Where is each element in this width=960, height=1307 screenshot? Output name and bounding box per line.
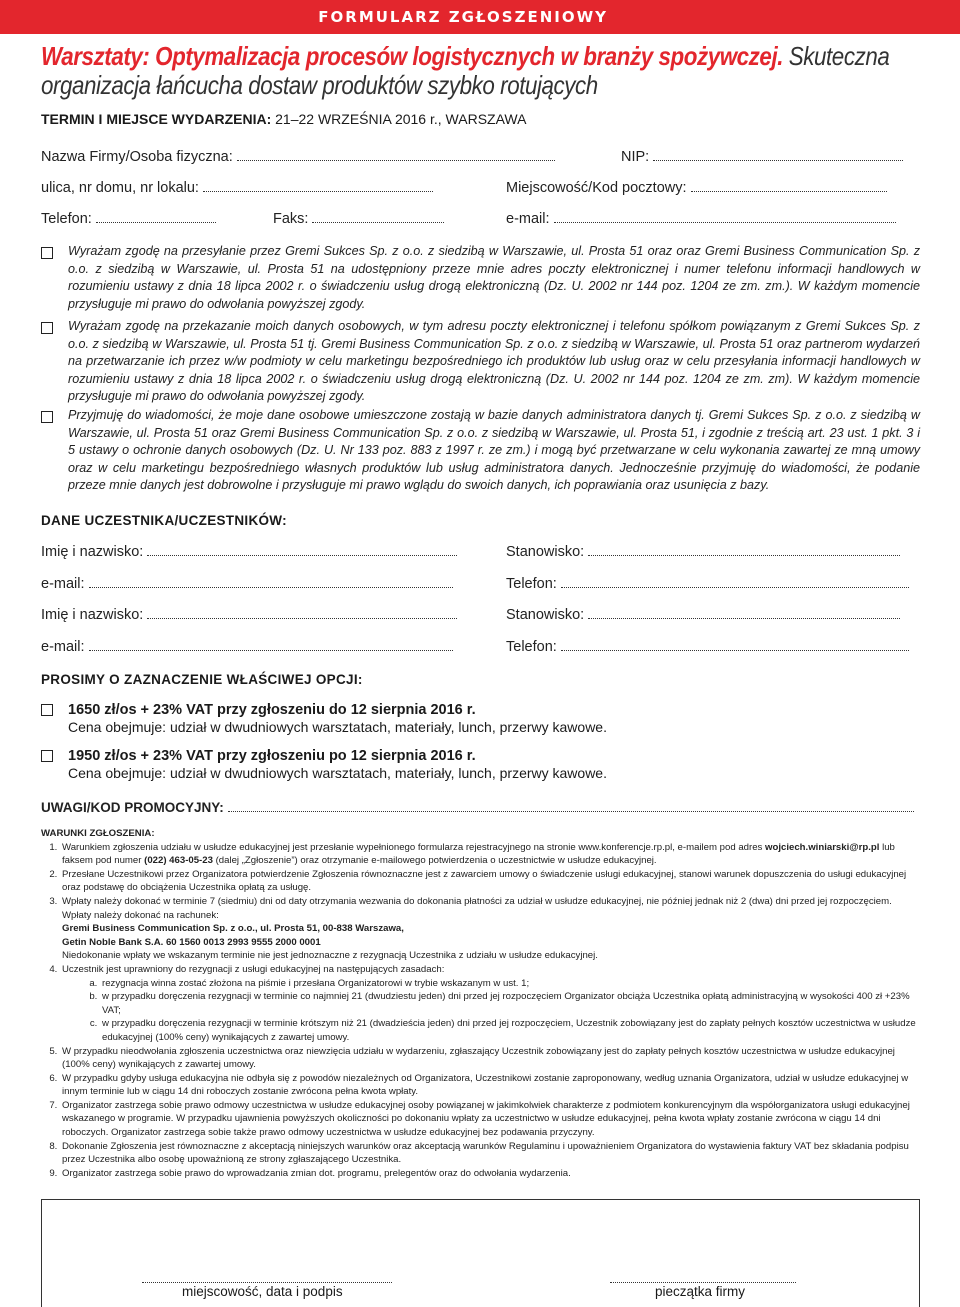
remarks-label: UWAGI/KOD PROMOCYJNY: bbox=[41, 800, 224, 815]
phone-label: Telefon: bbox=[41, 211, 92, 227]
consent-3-checkbox[interactable] bbox=[41, 411, 53, 423]
participant-email-label: e-mail: bbox=[41, 576, 85, 592]
city-field[interactable] bbox=[506, 179, 887, 196]
nip-input[interactable] bbox=[653, 148, 903, 161]
fax-label: Faks: bbox=[273, 211, 309, 227]
participant-2-name-field[interactable] bbox=[41, 606, 457, 623]
remarks-field[interactable] bbox=[41, 799, 914, 815]
condition-2: 2. Przesłane Uczestnikowi przez Organizatora potwierdzenie Zgłoszenia równoznaczne jest z zawarciem umowy o świadczenie usługi edukacyjnej, stanowi warunek dopuszczenia do usługi edukacyjnej oraz podstawę do obciążenia Uczestnika opłatą za usługę. bbox=[60, 868, 921, 895]
condition-1: 1. Warunkiem zgłoszenia udziału w usłudze edukacyjnej jest przesłanie wypełnionego formularza rejestracyjnego na stronie www.konferencje.rp.pl, e-mailem pod adres wojciech.winiarski@rp.pl lub faksem pod numer (022) 463-05-23 (dalej „Zgłoszenie”) oraz otrzymanie e-mailowego potwierdzenia o uczestnictwie w usłudze edukacyjnej. bbox=[60, 841, 921, 868]
conditions-heading: WARUNKI ZGŁOSZENIA: bbox=[41, 828, 155, 839]
contact-email[interactable]: wojciech.winiarski@rp.pl bbox=[765, 841, 880, 853]
conditions bbox=[41, 827, 921, 1180]
participant-2-phone-input[interactable] bbox=[561, 638, 909, 651]
participant-1-email-input[interactable] bbox=[89, 575, 453, 588]
participant-2-position-field[interactable] bbox=[506, 606, 900, 623]
participant-2-position-input[interactable] bbox=[588, 606, 900, 619]
street-label: ulica, nr domu, nr lokalu: bbox=[41, 180, 199, 196]
street-input[interactable] bbox=[203, 179, 433, 192]
participant-2-email-input[interactable] bbox=[89, 638, 453, 651]
event-title-main: Warsztaty: Optymalizacja procesów logistycznych w branży spożywczej. bbox=[41, 41, 784, 71]
event-title bbox=[41, 42, 918, 100]
signature-label: miejscowość, data i podpis bbox=[182, 1284, 343, 1299]
company-name-label: Nazwa Firmy/Osoba fizyczna: bbox=[41, 149, 233, 165]
option-1-desc: Cena obejmuje: udział w dwudniowych warsztatach, materiały, lunch, przerwy kawowe. bbox=[68, 719, 607, 735]
nip-field[interactable] bbox=[621, 148, 903, 165]
company-name-field[interactable] bbox=[41, 148, 555, 165]
participant-email-label: e-mail: bbox=[41, 639, 85, 655]
condition-7: 7. Organizator zastrzega sobie prawo odmowy uczestnictwa w usłudze edukacyjnej osoby powiązanej w jakimkolwiek charakterze z podmiotem konkurencyjnym dla współorganizatora usługi edukacyjnej wskazanego w programie. W przypadku ujawnienia powyższych okoliczności po dokonaniu wpłaty za uczestnictwo w usłudze edukacyjnej, pełna kwota wpłaty zostanie zwrócona w ciągu 14 dni roboczych. Organizator zastrzega sobie także prawo odmowy uczestnictwa w usłudze edukacyjnej bez podawania przyczyny. bbox=[60, 1099, 921, 1140]
condition-4b: b. w przypadku doręczenia rezygnacji w terminie co najmniej 21 (dwudziestu jeden) dni przed jej rozpoczęciem Organizator obciąża Uczestnika opłatą administracyjną w wysokości 400 zł +23% VAT; bbox=[100, 990, 921, 1017]
remarks-input[interactable] bbox=[228, 799, 914, 812]
condition-4: 4. Uczestnik jest uprawniony do rezygnacji z usługi edukacyjnej na następujących zasadach: a. rezygnacja winna zostać złożona na piśmie i przesłana Organizatorowi w trybie wskazanym w ust. 1; b. w przypadku doręczenia rezygnacji w terminie co najmniej 21 (dwudziestu jeden) dni przed jej rozpoczęciem Organizator obciąża Uczestnika opłatą administracyjną w wysokości 400 zł +23% VAT; c. w przypadku doręczenia rezygnacji w terminie krótszym niż 21 (dwadzieścia jeden) dni przed jej rozpoczęciem, Uczestnik zobowiązany jest do zapłaty pełnych kosztów uczestnictwa w usłudze edukacyjnej (100% ceny) wynikających z zawartej umowy. bbox=[60, 963, 921, 1045]
condition-5: 5. W przypadku nieodwołania zgłoszenia uczestnictwa oraz niewzięcia udziału w wydarzeniu, zgłaszający Uczestnik zobowiązany jest do zapłaty pełnych kosztów uczestnictwa w usłudze edukacyjnej (100% ceny) wynikających z zawartej umowy. bbox=[60, 1045, 921, 1072]
option-1 bbox=[68, 701, 607, 736]
options-heading: PROSIMY O ZAZNACZENIE WŁAŚCIWEJ OPCJI: bbox=[41, 672, 363, 687]
participant-name-label: Imię i nazwisko: bbox=[41, 607, 144, 623]
stamp-label: pieczątka firmy bbox=[655, 1284, 746, 1299]
condition-8: 8. Dokonanie Zgłoszenia jest równoznaczne z akceptacją niniejszych warunków oraz akceptacją warunków Regulaminu i upoważnieniem Organizatora do wystawienia faktury VAT bez składania podpisu przez Uczestnika albo osobę upoważnioną ze strony zgłaszającego Uczestnika. bbox=[60, 1140, 921, 1167]
option-1-checkbox[interactable] bbox=[41, 704, 53, 716]
email-field[interactable] bbox=[506, 210, 896, 227]
participant-2-name-input[interactable] bbox=[147, 606, 457, 619]
city-input[interactable] bbox=[691, 179, 887, 192]
participant-1-position-field[interactable] bbox=[506, 543, 900, 560]
participant-phone-label: Telefon: bbox=[506, 639, 557, 655]
event-date-place bbox=[41, 111, 526, 127]
city-label: Miejscowość/Kod pocztowy: bbox=[506, 180, 687, 196]
participants-heading: DANE UCZESTNIKA/UCZESTNIKÓW: bbox=[41, 513, 287, 528]
consent-1-checkbox[interactable] bbox=[41, 247, 53, 259]
participant-2-phone-field[interactable] bbox=[506, 638, 909, 655]
participant-1-phone-input[interactable] bbox=[561, 575, 909, 588]
contact-fax: (022) 463-05-23 bbox=[144, 855, 213, 867]
participant-1-position-input[interactable] bbox=[588, 543, 900, 556]
option-1-price: 1650 zł/os + 23% VAT przy zgłoszeniu do 12 sierpnia 2016 r. bbox=[68, 702, 476, 718]
participant-position-label: Stanowisko: bbox=[506, 544, 585, 560]
condition-4c: c. w przypadku doręczenia rezygnacji w terminie krótszym niż 21 (dwadzieścia jeden) dni przed jej rozpoczęciem, Uczestnik zobowiązany jest do zapłaty pełnych kosztów uczestnictwa w usłudze edukacyjnej (100% ceny) wynikających z zawartej umowy. bbox=[100, 1017, 921, 1044]
participant-phone-label: Telefon: bbox=[506, 576, 557, 592]
participant-1-name-input[interactable] bbox=[147, 543, 457, 556]
form-header-banner bbox=[0, 0, 960, 34]
phone-input[interactable] bbox=[96, 210, 216, 223]
phone-field[interactable] bbox=[41, 210, 216, 227]
condition-6: 6. W przypadku gdyby usługa edukacyjna nie odbyła się z powodów niezależnych od Organizatora, Uczestnikowi zostanie zaproponowany, według uznania Organizatora, udział w usłudze edukacyjnej w innym terminie lub w ciągu 14 dni roboczych zostanie zwrócona pełna kwota wpłaty. bbox=[60, 1072, 921, 1099]
consent-3-text: Przyjmuję do wiadomości, że moje dane osobowe umieszczone zostają w bazie danych administratora danych tj. Gremi Sukces Sp. z o.o. z siedzibą w Warszawie, ul. Prosta 51 oraz Gremi Business Communication Sp. z o.o. z siedzibą w Warszawie, ul. Prosta 51, i zgodnie z treścią art. 23 ust. 1 pkt. 3 i 5 ustawy o ochronie danych osobowych (Dz. U. Nr 133 poz. 883 z 1997 r. ze zm.) i mogą być przetwarzane w celu wykonania zawartej ze mną umowy oraz w celu marketingu bezpośredniego własnych produktów lub usług administratora danych. Jednocześnie przyjmuję do wiadomości, że podanie przeze mnie danych jest dobrowolne i przysługuje mi prawo wglądu do swoich danych, ich poprawiania oraz usunięcia z bazy. bbox=[68, 408, 920, 492]
street-field[interactable] bbox=[41, 179, 433, 196]
bank-recipient: Gremi Business Communication Sp. z o.o., ul. Prosta 51, 00-838 Warszawa, bbox=[62, 923, 404, 935]
option-2 bbox=[68, 747, 607, 782]
condition-3: 3. Wpłaty należy dokonać w terminie 7 (siedmiu) dni od daty otrzymania wezwania do dokonania płatności za udział w usłudze edukacyjnej, nie później jednak niż 2 (dwa) dni przed jej rozpoczęciem. Wpłaty należy dokonać na rachunek: Gremi Business Communication Sp. z o.o., ul. Prosta 51, 00-838 Warszawa, Getin Noble Bank S.A. 60 1560 0013 2993 9555 2000 0001 Niedokonanie wpłaty we wskazanym terminie nie jest jednoznaczne z rezygnacją Uczestnika z udziału w usłudze edukacyjnej. bbox=[60, 895, 921, 963]
event-date-label: TERMIN I MIEJSCE WYDARZENIA: bbox=[41, 111, 272, 127]
participant-1-name-field[interactable] bbox=[41, 543, 457, 560]
participant-1-phone-field[interactable] bbox=[506, 575, 909, 592]
event-title-sub: Skuteczna organizacja łańcucha dostaw produktów szybko rotujących bbox=[41, 41, 890, 100]
condition-4a: a. rezygnacja winna zostać złożona na piśmie i przesłana Organizatorowi w trybie wskazanym w ust. 1; bbox=[100, 977, 921, 991]
fax-field[interactable] bbox=[273, 210, 444, 227]
event-date-value: 21–22 WRZEŚNIA 2016 r., WARSZAWA bbox=[275, 111, 527, 127]
form-title: FORMULARZ ZGŁOSZENIOWY bbox=[318, 8, 608, 26]
participant-2-email-field[interactable] bbox=[41, 638, 453, 655]
email-input[interactable] bbox=[554, 210, 896, 223]
condition-9: 9. Organizator zastrzega sobie prawo do wprowadzania zmian dot. programu, prelegentów oraz do odwołania wydarzenia. bbox=[60, 1167, 921, 1181]
option-2-price: 1950 zł/os + 23% VAT przy zgłoszeniu po 12 sierpnia 2016 r. bbox=[68, 748, 476, 764]
bank-account: Getin Noble Bank S.A. 60 1560 0013 2993 9555 2000 0001 bbox=[62, 936, 321, 948]
participant-position-label: Stanowisko: bbox=[506, 607, 585, 623]
email-label: e-mail: bbox=[506, 211, 550, 227]
consent-1-text: Wyrażam zgodę na przesyłanie przez Gremi Sukces Sp. z o.o. z siedzibą w Warszawie, ul. Prosta 51 oraz oraz Gremi Business Communication Sp. z o.o. z siedzibą w Warszawie, ul. Prosta 51 na udostępniony przeze mnie adres poczty elektronicznej i numer telefonu informacji handlowych w rozumieniu ustawy z dnia 18 lipca 2002 r. o świadczeniu usług drogą elektroniczną (Dz. U. 2002 nr 144 poz. 1204 ze zm. zm.). W każdym momencie przysługuje mi prawo do odwołania powyższej zgody. bbox=[68, 244, 920, 311]
company-name-input[interactable] bbox=[237, 148, 555, 161]
participant-1-email-field[interactable] bbox=[41, 575, 453, 592]
option-2-desc: Cena obejmuje: udział w dwudniowych warsztatach, materiały, lunch, przerwy kawowe. bbox=[68, 765, 607, 781]
consent-2-text: Wyrażam zgodę na przekazanie moich danych osobowych, w tym adresu poczty elektronicznej i telefonu spółkom powiązanym z Gremi Sukces Sp. z o.o. z siedzibą w Warszawie, ul. Prosta 51 tj. Gremi Business Communication Sp. z o.o. z siedzibą w Warszawie, ul. Prosta 51 oraz partnerom wydarzeń na przetwarzanie ich przez w/w podmioty w celu marketingu bezpośredniego ich produktów lub usług oraz w celu przesyłania informacji handlowych w rozumieniu ustawy z dnia 18 lipca 2002 r. o świadczeniu usług drogą elektroniczną (Dz. U. 2002 nr 144 poz. 1204 ze zm. zm). W każdym momencie przysługuje mi prawo do odwołania powyższej zgody. bbox=[68, 319, 920, 403]
option-2-checkbox[interactable] bbox=[41, 750, 53, 762]
nip-label: NIP: bbox=[621, 149, 650, 165]
fax-input[interactable] bbox=[312, 210, 444, 223]
participant-name-label: Imię i nazwisko: bbox=[41, 544, 144, 560]
consent-2-checkbox[interactable] bbox=[41, 322, 53, 334]
